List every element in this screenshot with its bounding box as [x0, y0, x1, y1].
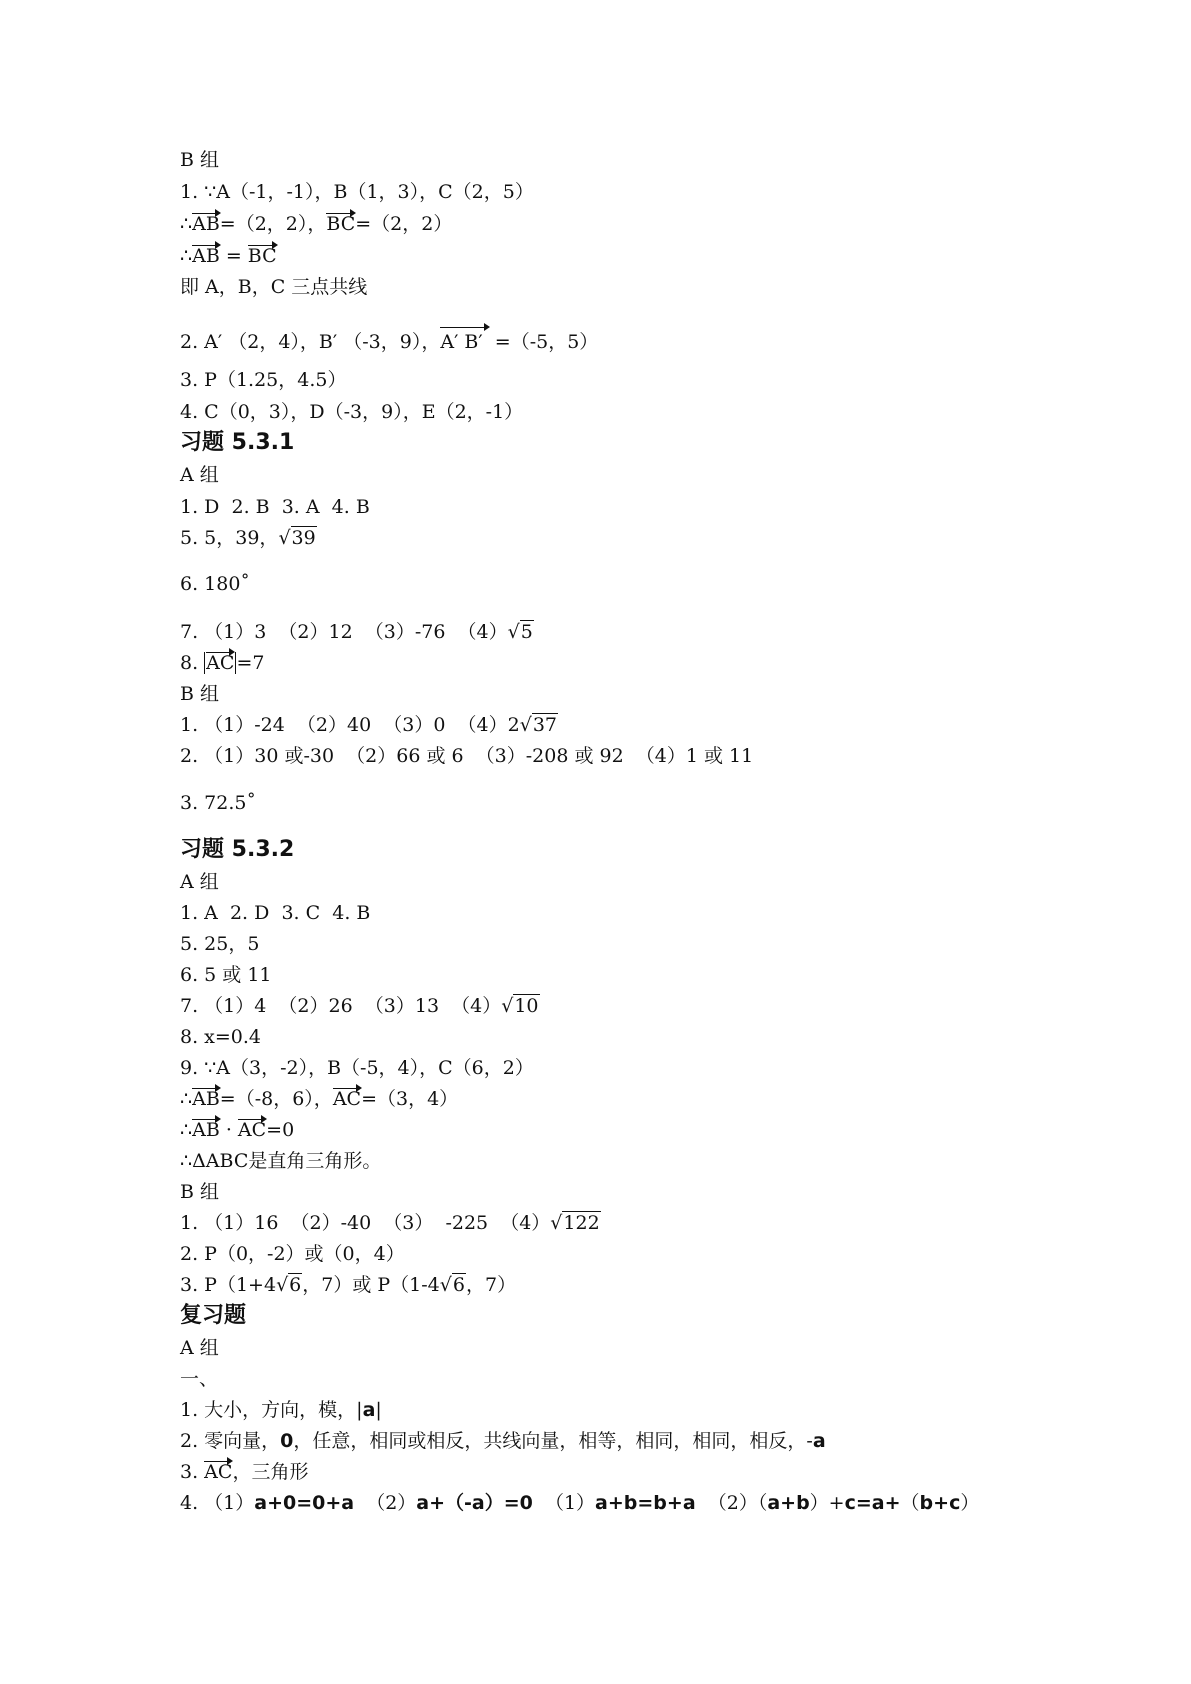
- text: 7. （1）4 （2）26 （3）13 （4）: [180, 995, 502, 1017]
- text: 8.: [180, 652, 205, 674]
- therefore-symbol: ∴: [180, 245, 193, 267]
- text: ，7）: [465, 1274, 517, 1296]
- text: ）+: [809, 1492, 845, 1514]
- vector-ac: AC: [332, 1088, 362, 1110]
- text: =（-5，5）: [488, 331, 599, 353]
- answer-line: [180, 1118, 294, 1142]
- sqrt-expression: √39: [278, 527, 316, 549]
- bold-formula: a+b=b+a: [595, 1492, 696, 1514]
- bold-vector-a: a: [812, 1430, 826, 1452]
- bold-formula: a+（-a）=0: [416, 1492, 533, 1514]
- bold-zero-vector: 0: [280, 1430, 294, 1452]
- group-b-heading: B 组: [180, 683, 220, 705]
- answer-line: [180, 1211, 601, 1235]
- text: 1. （1）-24 （2）40 （3）0 （4）2: [180, 714, 520, 736]
- answer-line: 1. ∵A（-1，-1），B（1，3），C（2，5）: [180, 181, 534, 203]
- section-title: 习题 5.3.2: [180, 837, 295, 862]
- group-a-heading: A 组: [180, 464, 219, 486]
- therefore-symbol: ∴: [180, 213, 193, 235]
- bold-formula: a+0=0+a: [254, 1492, 355, 1514]
- vector-ab: AB: [192, 213, 220, 235]
- answer-line: 8. x=0.4: [180, 1026, 262, 1048]
- answer-line: [180, 526, 317, 550]
- text: 4. （1）: [180, 1492, 255, 1514]
- text: 2. A′ （2，4），B′ （-3，9），: [180, 331, 441, 353]
- therefore-symbol: ∴: [180, 1088, 193, 1110]
- text: ，任意，相同或相反，共线向量，相等，相同，相同，相反，-: [293, 1430, 813, 1452]
- answer-line: [180, 1398, 382, 1422]
- vector-ac: AC: [204, 1461, 233, 1483]
- answer-line: [180, 994, 540, 1018]
- bold-formula: c=a+: [844, 1492, 901, 1514]
- sqrt-expression: √122: [550, 1212, 600, 1234]
- answer-line: ∴ΔABC是直角三角形。: [180, 1150, 382, 1172]
- answer-line: 2. P（0，-2）或（0，4）: [180, 1243, 405, 1265]
- text: ，三角形: [232, 1461, 309, 1483]
- vector-ab: AB: [192, 245, 220, 267]
- section-title: 复习题: [180, 1303, 247, 1328]
- text: =7: [236, 652, 265, 674]
- answer-line: [180, 1273, 516, 1297]
- text: 5. 5，39，: [180, 527, 279, 549]
- therefore-symbol: ∴: [180, 1119, 193, 1141]
- subsection-label: 一、: [180, 1368, 219, 1390]
- answer-line: 9. ∵A（3，-2），B（-5，4），C（6，2）: [180, 1057, 534, 1079]
- text: 1. （1）16 （2）-40 （3） -225 （4）: [180, 1212, 551, 1234]
- answer-line: 3. P（1.25，4.5）: [180, 369, 347, 391]
- text: （2）（: [695, 1492, 768, 1514]
- answer-line: 2. （1）30 或-30 （2）66 或 6 （3）-208 或 92 （4）1 或 11: [180, 745, 754, 767]
- answer-line: 5. 25，5: [180, 933, 260, 955]
- answer-line: [180, 651, 264, 675]
- sqrt-expression: √10: [501, 995, 539, 1017]
- answer-line: [180, 326, 598, 354]
- text: ·: [219, 1119, 238, 1141]
- group-a-heading: A 组: [180, 871, 219, 893]
- text: =（3，4）: [361, 1088, 459, 1110]
- answer-line: 1. A 2. D 3. C 4. B: [180, 902, 371, 924]
- sqrt-expression: √6: [276, 1274, 302, 1296]
- sqrt-expression: √37: [519, 714, 558, 736]
- text: 2. 零向量，: [180, 1430, 281, 1452]
- answer-line: 1. D 2. B 3. A 4. B: [180, 496, 370, 518]
- text: |: [375, 1399, 382, 1421]
- text: ，7）或 P（1-4: [302, 1274, 440, 1296]
- vector-a-prime-b-prime: A′ B′: [440, 326, 488, 354]
- text: ）: [960, 1492, 980, 1514]
- answer-line: [180, 1491, 979, 1515]
- sqrt-expression: √6: [439, 1274, 465, 1296]
- text: =（2，2），: [219, 213, 327, 235]
- vector-bc: BC: [247, 245, 277, 267]
- magnitude: [204, 652, 236, 674]
- group-b-heading: B 组: [180, 1181, 220, 1203]
- answer-line: 6. 180˚: [180, 573, 250, 595]
- bold-formula: b+c: [919, 1492, 961, 1514]
- answer-line: 即 A，B，C 三点共线: [180, 276, 368, 298]
- group-a-heading: A 组: [180, 1337, 219, 1359]
- text: =: [219, 245, 248, 267]
- text: （2）: [354, 1492, 417, 1514]
- answer-line: 4. C（0，3），D（-3，9），E（2，-1）: [180, 401, 524, 423]
- section-title: 习题 5.3.1: [180, 430, 295, 455]
- text: =（-8，6），: [219, 1088, 333, 1110]
- text: （: [900, 1492, 920, 1514]
- vector-bc: BC: [326, 213, 356, 235]
- answer-line: [180, 620, 534, 644]
- answer-line: [180, 1429, 826, 1453]
- answer-line: [180, 244, 277, 268]
- answer-line: [180, 713, 558, 737]
- text: =0: [266, 1119, 295, 1141]
- bold-vector-a: a: [362, 1399, 376, 1421]
- text: 1. 大小，方向，模，|: [180, 1399, 363, 1421]
- vector-ac: AC: [237, 1119, 267, 1141]
- text: （1）: [532, 1492, 596, 1514]
- text: 3.: [180, 1461, 205, 1483]
- bold-formula: a+b: [767, 1492, 810, 1514]
- vector-ab: AB: [192, 1088, 220, 1110]
- group-b-heading: B 组: [180, 149, 220, 171]
- answer-line: [180, 1087, 458, 1111]
- text: 3. P（1+4: [180, 1274, 277, 1296]
- answer-line: 3. 72.5˚: [180, 792, 256, 814]
- vector-ab: AB: [192, 1119, 220, 1141]
- text: 7. （1）3 （2）12 （3）-76 （4）: [180, 621, 508, 643]
- sqrt-expression: √5: [507, 621, 533, 643]
- vector-ac: AC: [206, 652, 235, 674]
- answer-line: [180, 1460, 308, 1484]
- answer-line: [180, 212, 452, 236]
- text: =（2，2）: [355, 213, 453, 235]
- answer-line: 6. 5 或 11: [180, 964, 272, 986]
